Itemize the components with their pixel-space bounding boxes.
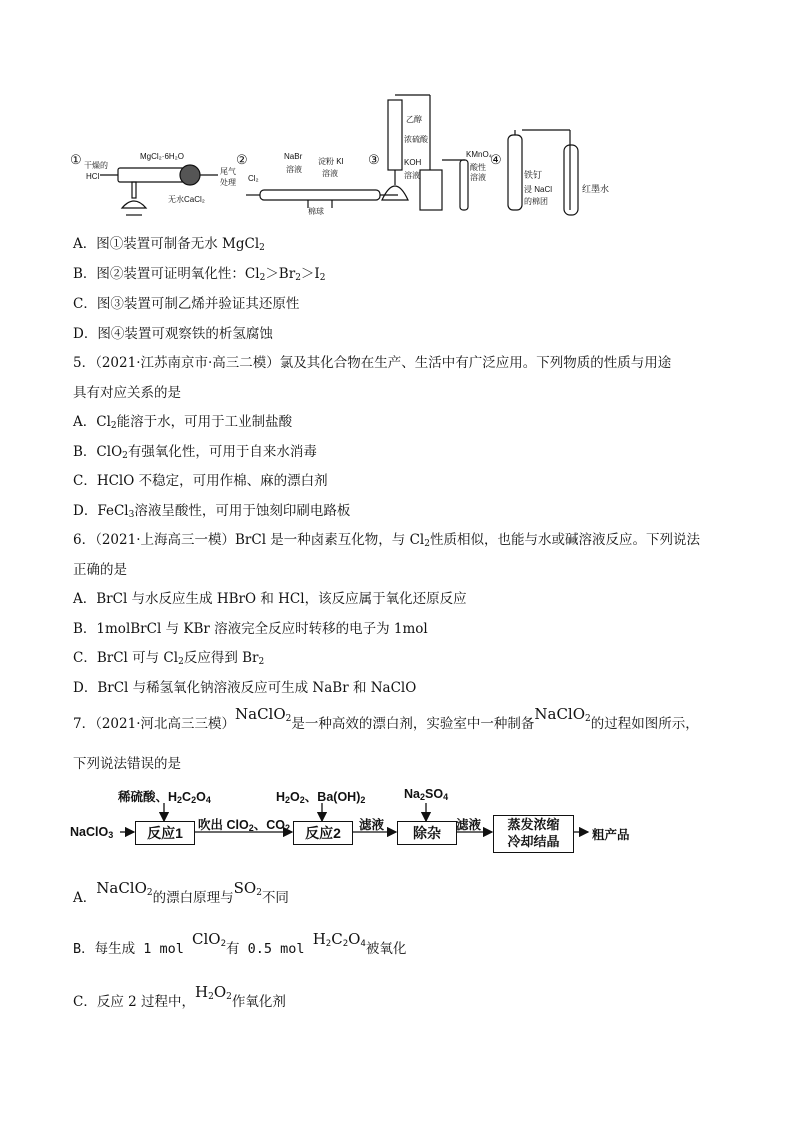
flow-blow-label: 吹出 ClO$_2$、$CO_2$ — [198, 818, 290, 833]
fig4-nacl-label: 浸 NaCl — [524, 185, 553, 194]
fig3-kmno4-label-3: 溶液 — [470, 173, 486, 182]
q5-option-a: A．$Cl_2$能溶于水，可用于工业制盐酸 — [73, 414, 293, 431]
fig4-nail-label: 铁钉 — [524, 170, 543, 180]
fig3-ethanol-label: 乙醇 — [406, 115, 422, 124]
fig2-cl2-label: Cl₂ — [248, 174, 259, 183]
fig2-ki-label-2: 溶液 — [322, 169, 338, 178]
fig2-cotton-label: 棉球 — [308, 207, 324, 216]
q4-option-d: D．图④装置可观察铁的析氢腐蚀 — [73, 326, 273, 342]
fig2-ki-label: 淀粉 KI — [318, 157, 344, 166]
q4-option-a: A．图①装置可制备无水 MgCl$_2$ — [73, 236, 265, 253]
q5-option-b: B．ClO$_2$有强氧化性，可用于自来水消毒 — [73, 444, 317, 461]
q6-option-a: A．BrCl 与水反应生成 HBrO 和 HCl，该反应属于氧化还原反应 — [73, 591, 467, 607]
flow-box-purify: 除杂 — [397, 821, 457, 845]
fig1-drier-label: 无水CaCl₂ — [168, 195, 205, 204]
fig2-nabr-label-2: 溶液 — [286, 165, 302, 174]
q6-option-c: C．BrCl 可与 $Cl_2$反应得到 $Br_2$ — [73, 650, 265, 667]
q5-option-c: C．HClO 不稳定，可用作棉、麻的漂白剂 — [73, 473, 328, 489]
q7-option-a: A．NaClO$_2$的漂白原理与$SO_2$不同 — [73, 879, 289, 906]
fig2-nabr-label: NaBr — [284, 152, 303, 161]
q7-stem-2: 下列说法错误的是 — [73, 756, 181, 772]
q6-stem: 6．（2021·上海高三一模）BrCl 是一种卤素互化物，与 $Cl_2$性质相似，也能与水或碱溶液反应。下列说法 — [73, 532, 700, 549]
flow-input-1: 稀硫酸、$H_2C_2O_4$ — [118, 790, 211, 805]
q4-option-c: C．图③装置可制乙烯并验证其还原性 — [73, 296, 300, 312]
q6-option-d: D．BrCl 与稀氢氧化钠溶液反应可生成 NaBr 和 NaClO — [73, 680, 417, 696]
flow-start-reagent: NaClO$_3$ — [70, 825, 114, 840]
fig1-tail-label: 尾气 — [220, 167, 236, 176]
q5-option-d: D．FeCl$_3$溶液呈酸性，可用于蚀刻印刷电路板 — [73, 503, 351, 520]
fig2-number: ② — [236, 152, 248, 167]
fig1-tail-label-2: 处理 — [220, 178, 236, 187]
flow-filtrate-label-1: 滤液 — [359, 818, 385, 832]
flow-box-crystallize: 蒸发浓缩 冷却结晶 — [493, 815, 574, 853]
fig3-acid-label: 浓硫酸 — [404, 135, 428, 144]
fig1-number: ① — [70, 152, 82, 167]
flow-input-2: $H_2O_2$、$Ba(OH)_2$ — [276, 790, 366, 805]
fig1-hcl-label: HCl — [86, 172, 100, 181]
fig1-inlet-label: 干燥的 — [84, 161, 108, 170]
q6-option-b: B．1molBrCl 与 KBr 溶液完全反应时转移的电子为 1mol — [73, 621, 428, 637]
flow-input-3: $Na_2SO_4$ — [404, 787, 449, 802]
flow-filtrate-label-2: 滤液 — [456, 818, 482, 832]
fig3-number: ③ — [368, 152, 380, 167]
fig4-number: ④ — [490, 152, 502, 167]
q5-stem-2: 具有对应关系的是 — [73, 385, 181, 401]
fig4-nacl-label-2: 的棉团 — [524, 197, 548, 206]
q4-option-b: B．图②装置可证明氧化性：$Cl_2>Br_2>I_2$ — [73, 266, 326, 283]
flow-box-reaction-2: 反应2 — [293, 821, 353, 845]
q7-option-c: C．反应 2 过程中，$H_2O_2$作氧化剂 — [73, 983, 286, 1010]
q7-flow-diagram — [70, 785, 690, 855]
flow-box-reaction-1: 反应1 — [135, 821, 195, 845]
fig3-koh-label-2: 溶液 — [404, 171, 420, 180]
fig3-kmno4-label: KMnO₄ — [466, 150, 492, 159]
q6-stem-2: 正确的是 — [73, 562, 127, 578]
fig1-salt-label: MgCl₂·6H₂O — [140, 152, 184, 161]
q7-stem: 7．（2021·河北高三三模）NaClO$_2$是一种高效的漂白剂，实验室中一种制备NaClO$_2$的过程如图所示， — [73, 705, 699, 732]
q7-option-b: B．每生成 1 mol ClO$_2$有 0.5 mol $H_2C_2O_4$被氧化 — [73, 930, 407, 957]
fig4-ink-label: 红墨水 — [582, 184, 610, 194]
flow-product-label: 粗产品 — [592, 828, 630, 842]
fig3-koh-label: KOH — [404, 158, 422, 167]
fig3-kmno4-label-2: 酸性 — [470, 163, 486, 172]
apparatus-figure — [70, 90, 610, 220]
q5-stem: 5．（2021·江苏南京市·高三二模）氯及其化合物在生产、生活中有广泛应用。下列物质的性质与用途 — [73, 355, 672, 371]
